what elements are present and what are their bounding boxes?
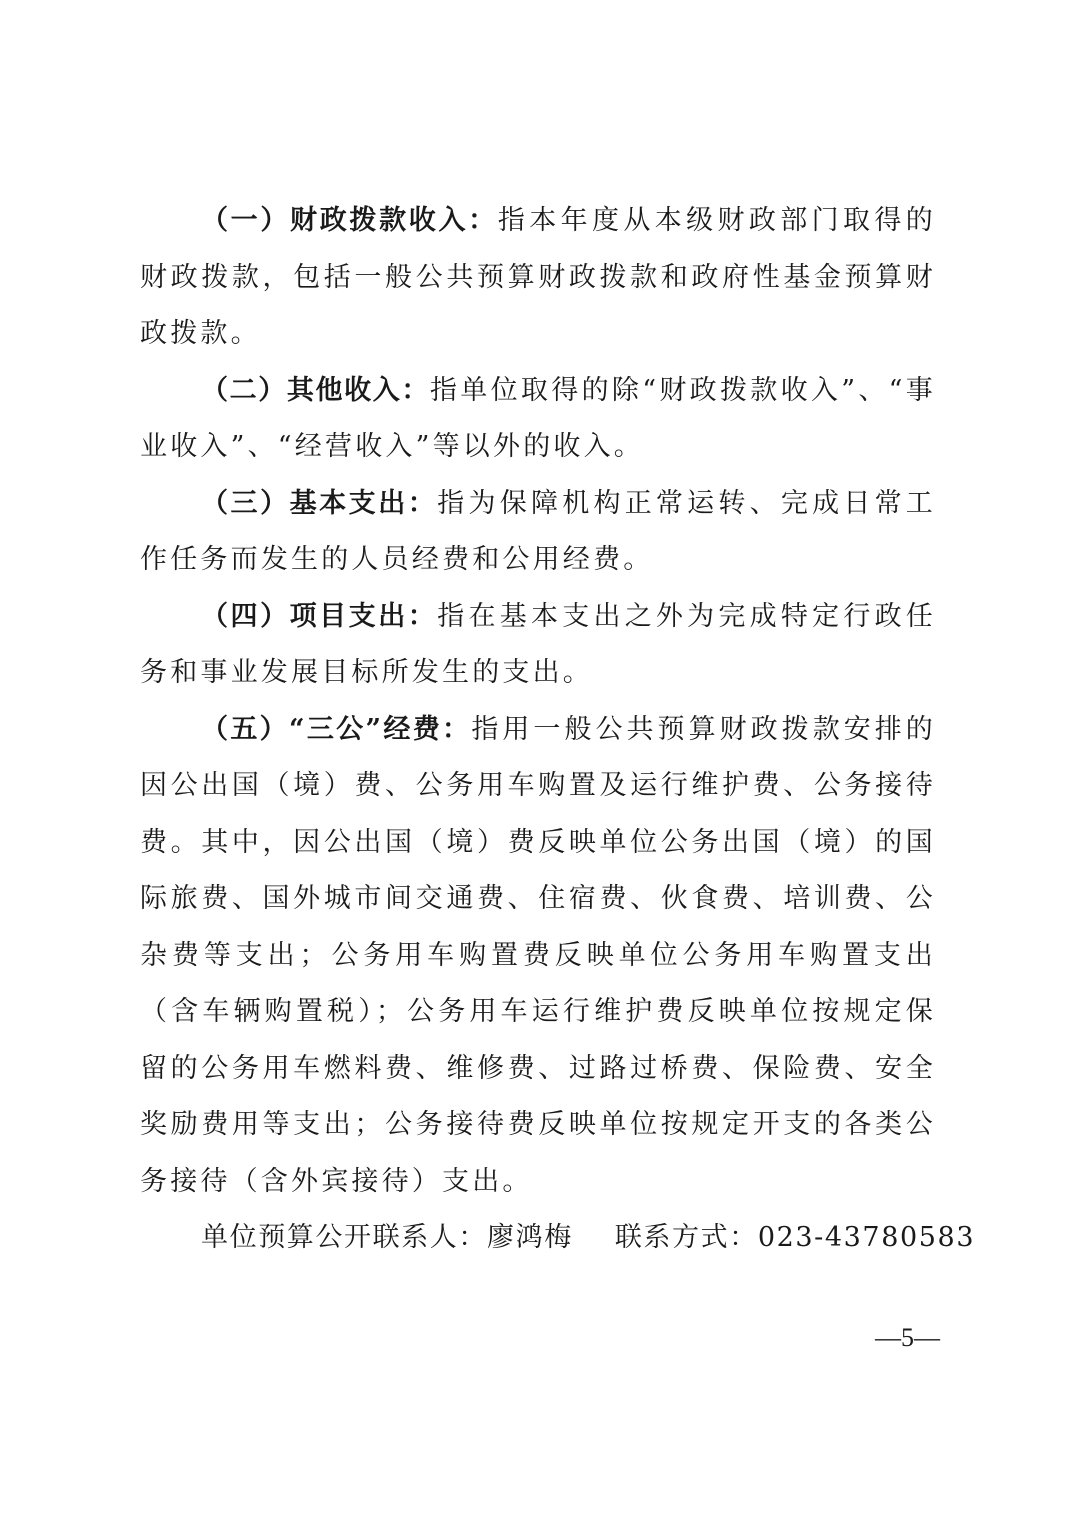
contact-method-label: 联系方式：: [614, 1222, 758, 1253]
contact-person-name: 廖鸿梅: [487, 1222, 573, 1253]
contact-phone-number: 023-43780583: [757, 1222, 976, 1253]
definition-term: （五）“三公”经费：: [201, 713, 472, 745]
definition-term: （二）其他收入：: [201, 374, 430, 406]
page-number: —5—: [875, 1323, 940, 1352]
definition-text: 指用一般公共预算财政拨款安排的因公出国（境）费、公务用车购置及运行维护费、公务接待费。其中，因公出国（境）费反映单位公务出国（境）的国际旅费、国外城市间交通费、住宿费、伙食费、培训费、公杂费等支出；公务用车购置费反映单位公务用车购置支出（含车辆购置税）；公务用车运行维护费反映单位按规定保留的公务用车燃料费、维修费、过路过桥费、保险费、安全奖励费用等支出；公务接待费反映单位按规定开支的各类公务接待（含外宾接待）支出。: [140, 713, 937, 1197]
contact-line: [140, 1210, 976, 1267]
definition-other-income: [140, 363, 936, 476]
document-body: [140, 193, 976, 1267]
definition-text: 指本年度从本级财政部门取得的财政拨款，包括一般公共预算财政拨款和政府性基金预算财政拨款。: [140, 205, 936, 349]
definition-text: 指单位取得的除“财政拨款收入”、“事业收入”、“经营收入”等以外的收入。: [140, 374, 937, 462]
definition-fiscal-appropriation-income: [140, 193, 936, 363]
definition-term: （三）基本支出：: [201, 487, 438, 519]
definition-text: 指在基本支出之外为完成特定行政任务和事业发展目标所发生的支出。: [140, 600, 937, 688]
definition-project-expenditure: [140, 589, 936, 702]
definition-three-public-expenses: [140, 702, 936, 1211]
definition-basic-expenditure: [140, 476, 936, 589]
definition-text: 指为保障机构正常运转、完成日常工作任务而发生的人员经费和公用经费。: [140, 487, 937, 575]
contact-person-label: 单位预算公开联系人：: [201, 1222, 487, 1253]
definition-term: （一）财政拨款收入：: [201, 205, 498, 236]
definition-term: （四）项目支出：: [201, 600, 438, 632]
